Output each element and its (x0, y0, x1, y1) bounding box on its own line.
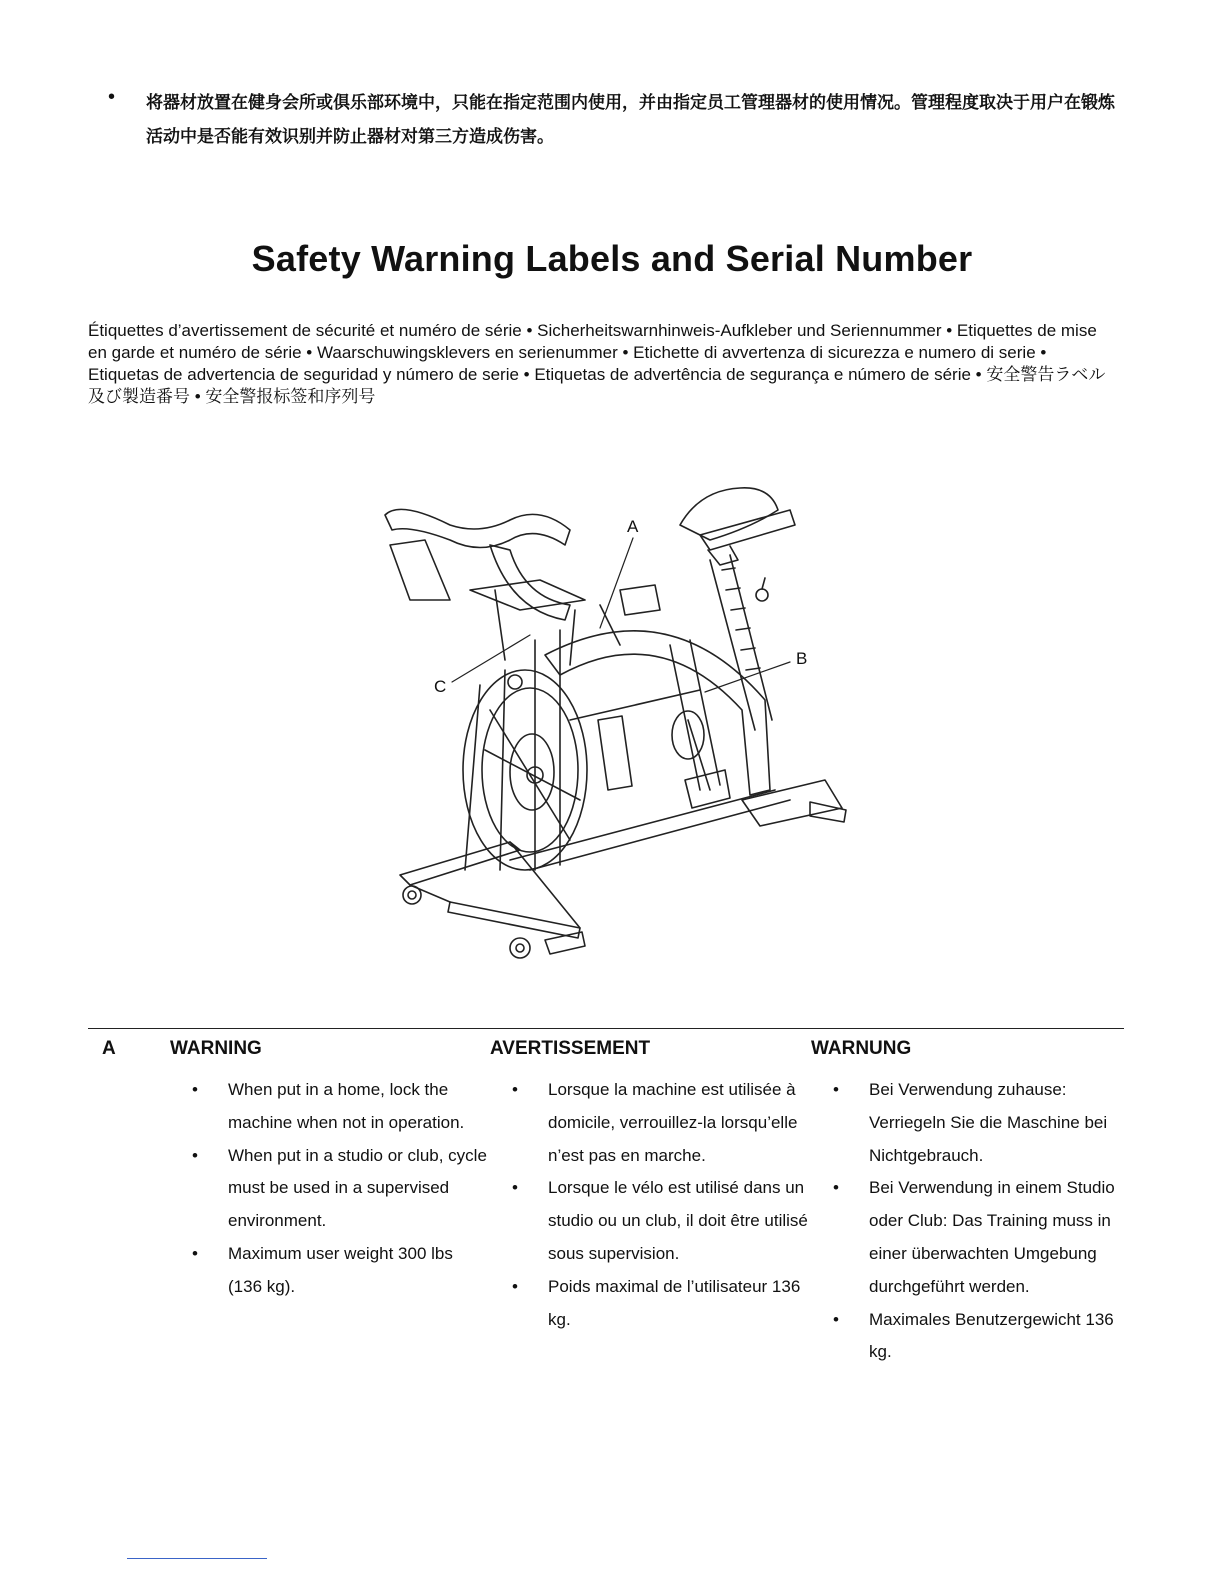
warning-item (490, 1074, 810, 1172)
bullet-marker: • (833, 1080, 839, 1099)
callout-a: A (627, 517, 639, 536)
warning-item-text: Bei Verwendung zuhause: Verriegeln Sie die Maschine bei Nichtgebrauch. (869, 1080, 1108, 1165)
bullet-marker: • (192, 1145, 198, 1165)
spin-bike-drawing (370, 470, 860, 975)
callout-c: C (434, 677, 447, 696)
warning-item-text: Lorsque la machine est utilisée à domicile, verrouillez-la lorsqu’elle n’est pas en marche. (548, 1080, 798, 1165)
bullet-marker: • (833, 1309, 839, 1329)
section-label: A (102, 1038, 116, 1059)
fork (465, 670, 505, 870)
warning-list (170, 1074, 490, 1304)
section-divider-right (944, 1028, 1124, 1029)
warning-item-text: Poids maximal de l’utilisateur 136 kg. (548, 1276, 801, 1329)
callout-b-leader (705, 662, 790, 692)
warning-item (170, 1074, 490, 1140)
warning-column-english (170, 1038, 490, 1304)
multilingual-subtitle: Étiquettes d’avertissement de sécurité et numéro de série • Sicherheitswarnhinweis-Aufkleber und Seriennummer • Etiquettes de mise en garde et numéro de série • Waarschuwingsklevers en serienummer • Etichette di avvertenza di sicurezza e numero di serie • Etiquetas de advertencia de seguridad y número de serie • Etiquetas de advertência de segurança e número de série • 安全警告ラベル及び製造番号 • 安全警报标签和序列号 (88, 321, 1106, 406)
section-divider (88, 1028, 944, 1029)
warning-item (811, 1074, 1121, 1172)
warning-item (490, 1271, 810, 1337)
spin-bike-illustration (370, 470, 860, 975)
intro-text: 将器材放置在健身会所或俱乐部环境中，只能在指定范围内使用，并由指定员工管理器材的使用情况。管理程度取决于用户在锻炼活动中是否能有效识别并防止器材对第三方造成伤害。 (146, 93, 1115, 147)
bullet-marker: • (192, 1243, 198, 1263)
resistance-knob (508, 675, 522, 689)
front-wheel-roller (510, 938, 530, 958)
warning-item (811, 1304, 1121, 1370)
warning-item-text: Bei Verwendung in einem Studio oder Club: Das Training muss in einer überwachten Umgebung durchgeführt werden. (869, 1178, 1115, 1296)
footer-rule (127, 1558, 267, 1559)
pedal-lower (685, 770, 730, 808)
bullet-marker: • (512, 1276, 518, 1296)
warning-item-text: When put in a studio or club, cycle must be used in a supervised environment. (228, 1145, 487, 1231)
warning-item (170, 1140, 490, 1238)
warning-item (170, 1238, 490, 1304)
column-heading: AVERTISSEMENT (490, 1038, 651, 1059)
page-title: Safety Warning Labels and Serial Number (251, 238, 973, 279)
bullet-marker: • (108, 86, 116, 108)
seat (680, 488, 778, 540)
seat-post (710, 555, 772, 730)
warning-list (811, 1074, 1121, 1369)
warning-list (490, 1074, 810, 1336)
bullet-marker: • (512, 1080, 518, 1099)
column-heading: WARNING (170, 1038, 262, 1059)
pedal-upper (620, 585, 660, 615)
warning-item-text: Maximum user weight 300 lbs (136 kg). (228, 1243, 453, 1296)
warning-item (490, 1172, 810, 1270)
warning-column-german (811, 1038, 1121, 1369)
column-heading: WARNUNG (811, 1038, 912, 1059)
bullet-marker: • (512, 1178, 518, 1198)
warning-item-text: When put in a home, lock the machine when not in operation. (228, 1080, 465, 1132)
bullet-marker: • (192, 1080, 198, 1099)
callout-b: B (796, 649, 808, 668)
bullet-marker: • (833, 1178, 839, 1198)
warning-item (811, 1172, 1121, 1303)
warning-item-text: Lorsque le vélo est utilisé dans un studio ou un club, il doit être utilisé sous supervision. (548, 1178, 808, 1263)
warning-column-french (490, 1038, 810, 1336)
warning-item-text: Maximales Benutzergewicht 136 kg. (869, 1309, 1114, 1362)
